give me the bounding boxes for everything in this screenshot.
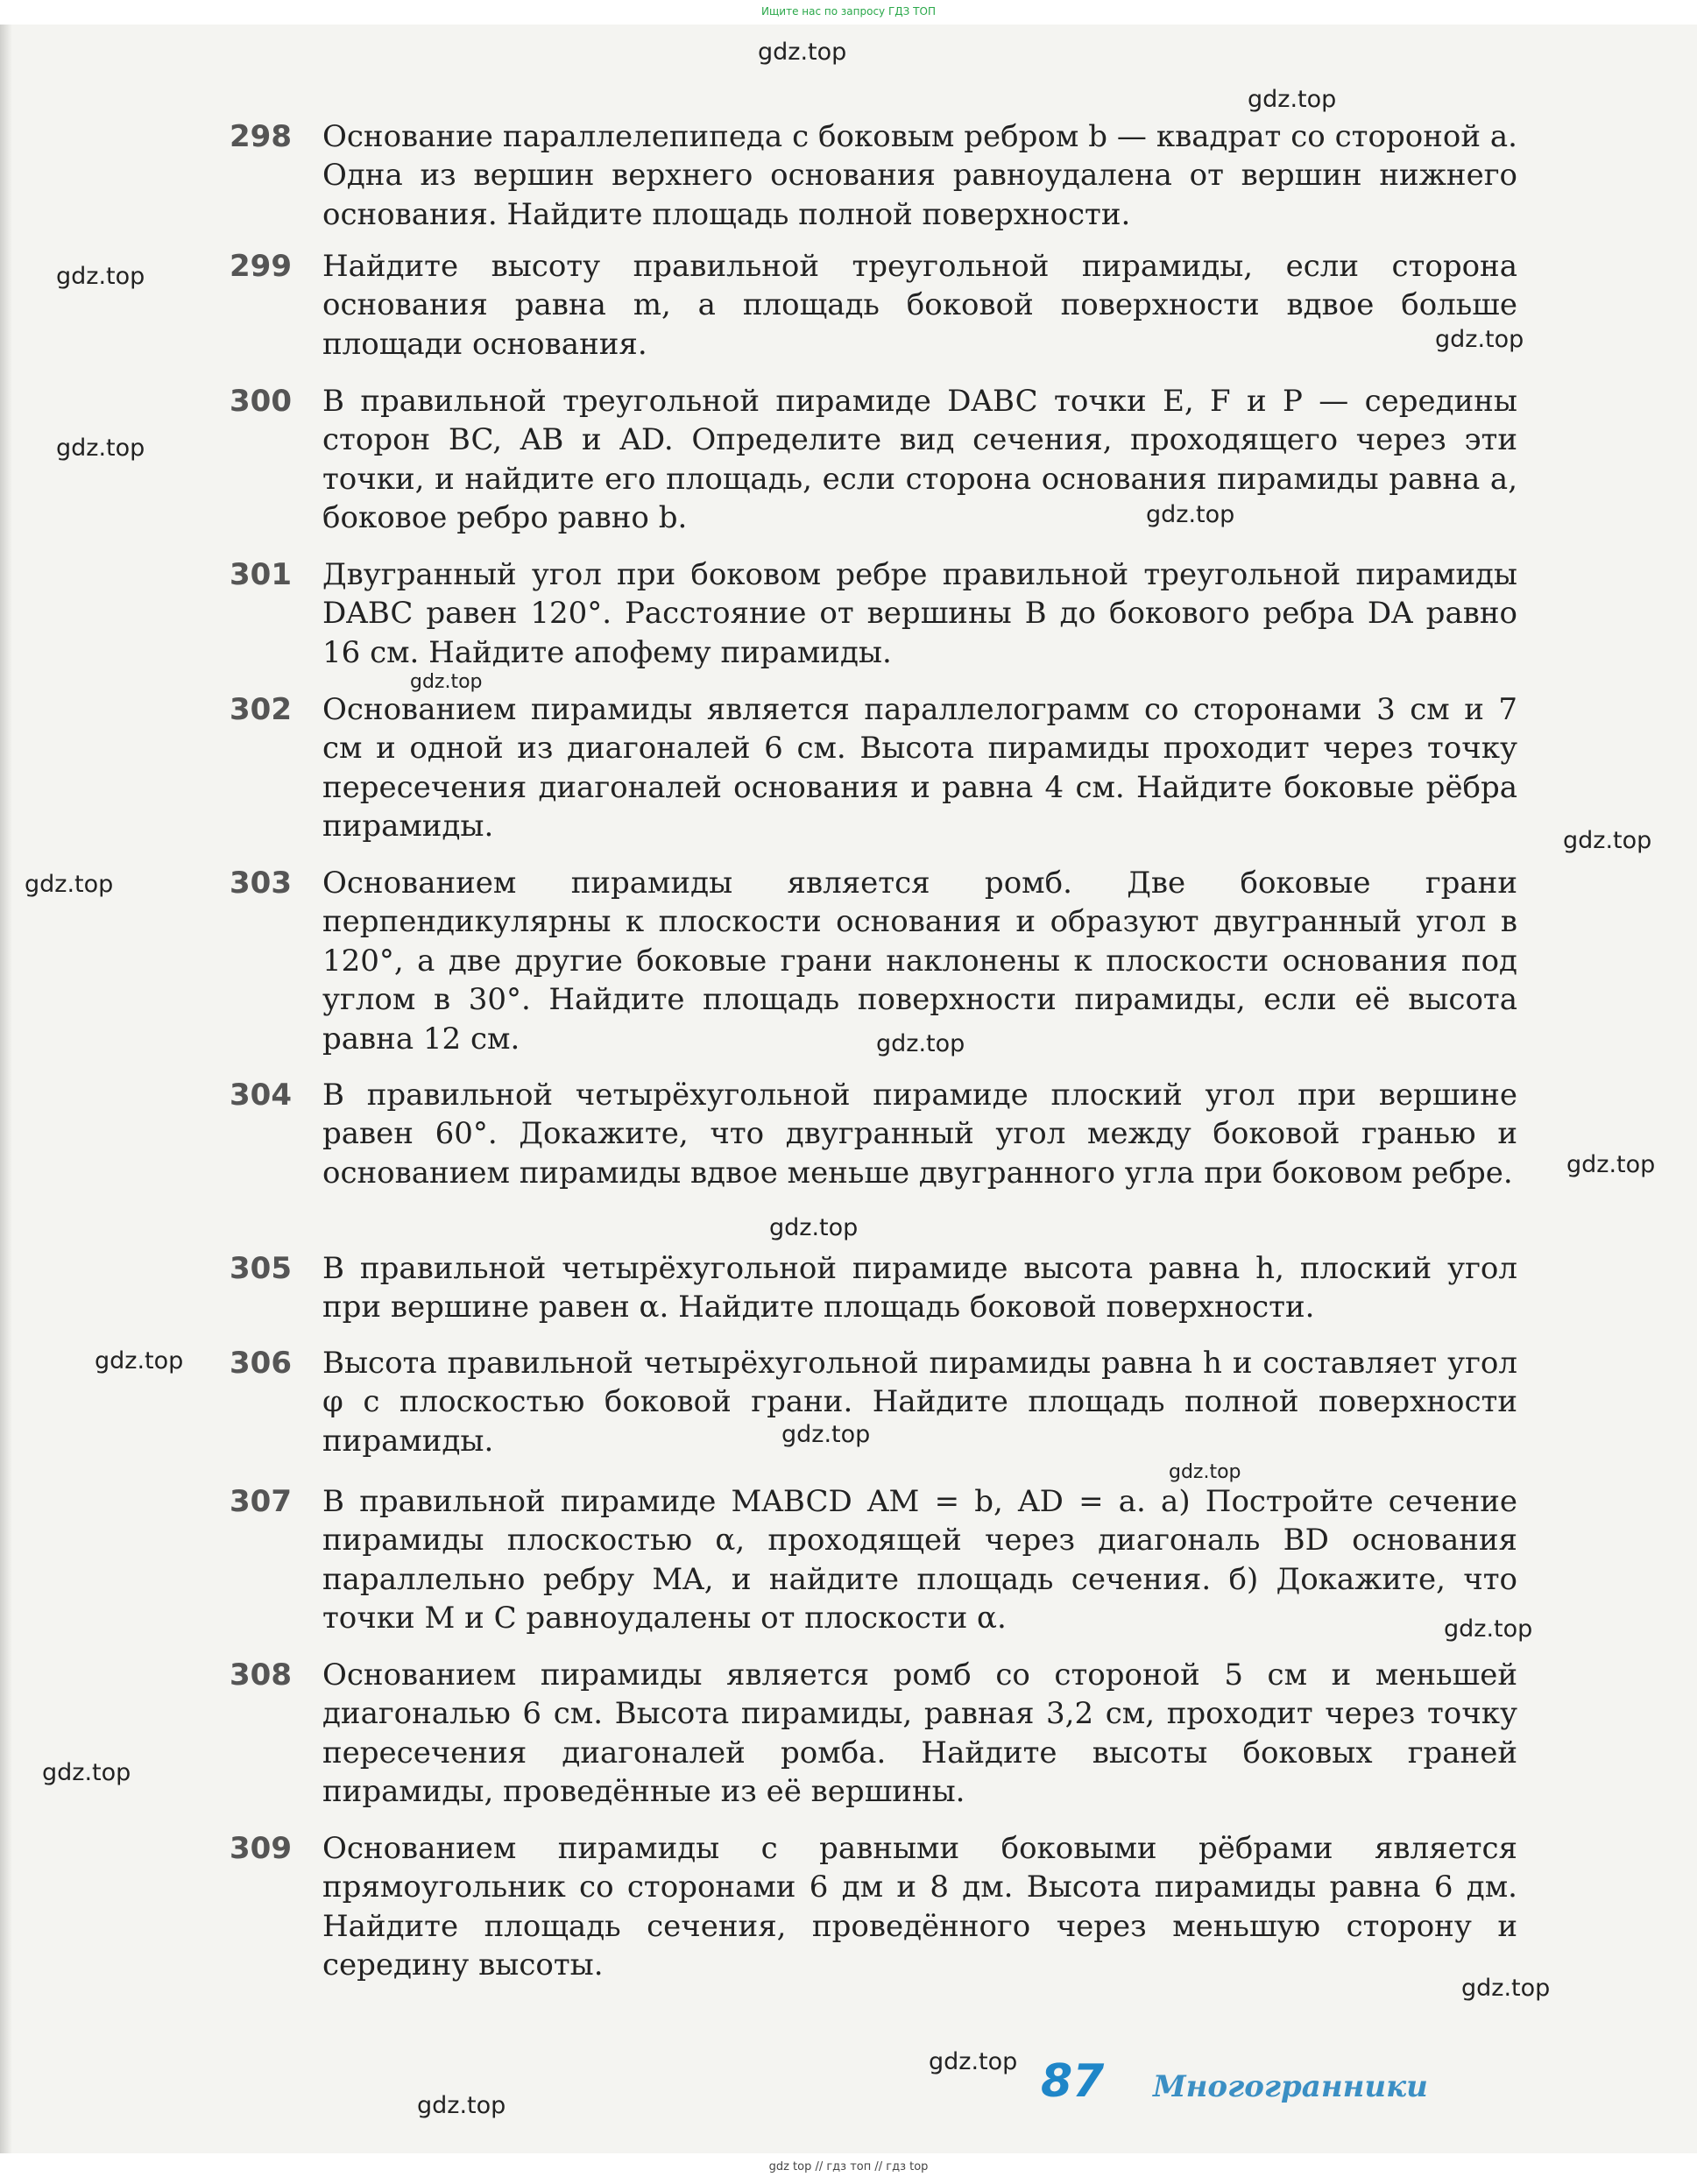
problem-text: Основанием пирамиды является ромб. Две боковые грани перпендикулярны к плоскости основания и образуют двугранный угол в 120°, а две другие боковые грани наклонены к плоскости основания под углом в 30°. Найдите площадь поверхности пирамиды, если её высота равна 12 см. bbox=[322, 866, 1517, 1057]
problem-text: Основание параллелепипеда с боковым ребром b — квадрат со стороной a. Одна из вершин верхнего основания равноудалена от вершин нижнего основания. Найдите площадь полной поверхности. bbox=[322, 119, 1517, 232]
top-banner: Ищите нас по запросу ГДЗ ТОП bbox=[761, 5, 936, 18]
problem-text: Найдите высоту правильной треугольной пирамиды, если сторона основания равна m, а площадь боковой поверхности вдвое больше площади основания. bbox=[322, 249, 1517, 362]
watermark: gdz.top bbox=[758, 39, 847, 66]
problem-text: Основанием пирамиды является параллелограмм со сторонами 3 см и 7 см и одной из диагоналей 6 см. Высота пирамиды проходит через точку пересечения диагоналей основания и равна 4 см. Найдите боковые рёбра пирамиды. bbox=[322, 692, 1517, 845]
problem-number: 298 bbox=[230, 119, 292, 154]
watermark: gdz.top bbox=[1444, 1615, 1533, 1643]
problem-number: 300 bbox=[230, 384, 292, 419]
watermark: gdz.top bbox=[42, 1759, 131, 1786]
problem-number: 309 bbox=[230, 1831, 292, 1866]
watermark: gdz.top bbox=[769, 1214, 859, 1241]
problem-number: 308 bbox=[230, 1657, 292, 1693]
watermark: gdz.top bbox=[781, 1421, 871, 1448]
watermark: gdz.top bbox=[56, 263, 145, 290]
problem-text: Высота правильной четырёхугольной пирамиды равна h и составляет угол φ с плоскостью боковой грани. Найдите площадь полной поверхности пирамиды. bbox=[322, 1346, 1517, 1459]
watermark: gdz.top bbox=[417, 2092, 506, 2119]
watermark: gdz.top bbox=[410, 671, 483, 693]
section-title: Многогранники bbox=[1153, 2069, 1428, 2104]
watermark: gdz.top bbox=[25, 871, 114, 898]
problem-text: В правильной четырёхугольной пирамиде плоский угол при вершине равен 60°. Докажите, что двугранный угол между боковой гранью и основанием пирамиды вдвое меньше двугранного угла при боковом ребре. bbox=[322, 1078, 1517, 1191]
watermark: gdz.top bbox=[1146, 501, 1235, 528]
watermark: gdz.top bbox=[1563, 827, 1652, 854]
watermark: gdz.top bbox=[1461, 1975, 1551, 2002]
problem-number: 307 bbox=[230, 1484, 292, 1519]
problem-text: В правильной пирамиде MABCD AM = b, AD = a. а) Постройте сечение пирамиды плоскостью α, проходящей через диагональ BD основания параллельно ребру MA, и найдите площадь сечения. б) Докажите, что точки M и C равноудалены от плоскости α. bbox=[322, 1484, 1517, 1636]
watermark: gdz.top bbox=[1169, 1461, 1241, 1483]
watermark: gdz.top bbox=[1566, 1151, 1656, 1178]
problem-text: В правильной треугольной пирамиде DABC точки E, F и P — середины сторон BC, AB и AD. Определите вид сечения, проходящего через эти точки, и найдите его площадь, если сторона основания пирамиды равна a, боковое ребро равно b. bbox=[322, 384, 1517, 536]
problem-number: 305 bbox=[230, 1251, 292, 1286]
problem-number: 306 bbox=[230, 1346, 292, 1381]
watermark: gdz.top bbox=[95, 1347, 184, 1375]
problem-text: Основанием пирамиды является ромб со стороной 5 см и меньшей диагональю 6 см. Высота пирамиды, равная 3,2 см, проходит через точку пересечения диагоналей ромба. Найдите высоты боковых граней пирамиды, проведённые из её вершины. bbox=[322, 1657, 1517, 1810]
watermark: gdz.top bbox=[1248, 86, 1337, 113]
bottom-banner: gdz top // гдз топ // гдз top bbox=[768, 2160, 929, 2173]
problem-text: Двугранный угол при боковом ребре правильной треугольной пирамиды DABC равен 120°. Расстояние от вершины B до бокового ребра DA равно 16 см. Найдите апофему пирамиды. bbox=[322, 557, 1517, 670]
problem-text: В правильной четырёхугольной пирамиде высота равна h, плоский угол при вершине равен α. Найдите площадь боковой поверхности. bbox=[322, 1251, 1517, 1325]
watermark: gdz.top bbox=[1435, 326, 1524, 353]
problem-number: 303 bbox=[230, 866, 292, 901]
problem-number: 302 bbox=[230, 692, 292, 727]
watermark: gdz.top bbox=[56, 435, 145, 462]
problem-number: 304 bbox=[230, 1078, 292, 1113]
watermark: gdz.top bbox=[876, 1030, 965, 1057]
problem-number: 299 bbox=[230, 249, 292, 284]
watermark: gdz.top bbox=[929, 2048, 1018, 2075]
page-number: 87 bbox=[1041, 2055, 1105, 2108]
problem-number: 301 bbox=[230, 557, 292, 592]
problem-text: Основанием пирамиды с равными боковыми рёбрами является прямоугольник со сторонами 6 дм и 8 дм. Высота пирамиды равна 6 дм. Найдите площадь сечения, проведённого через меньшую сторону и середину высоты. bbox=[322, 1831, 1517, 1983]
